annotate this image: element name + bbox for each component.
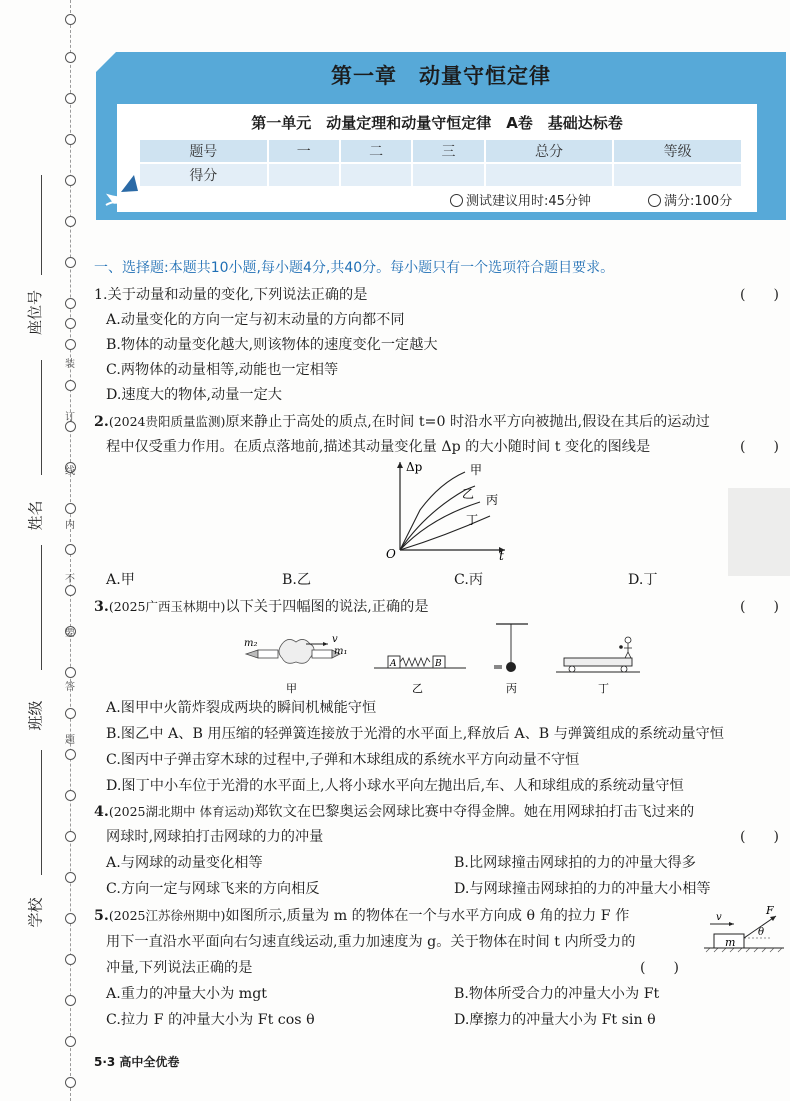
chapter-title: 第一章 动量守恒定律 xyxy=(331,64,551,88)
fill-line-seat[interactable] xyxy=(41,175,42,275)
pendulum-figure xyxy=(494,624,528,695)
score-table-score-row xyxy=(139,163,742,187)
school-label: 学校 xyxy=(26,897,45,928)
binding-hole xyxy=(65,544,76,555)
answer-paren[interactable]: ( ) xyxy=(740,287,779,303)
binding-char: 题 xyxy=(65,735,75,746)
q5-stem-cont: 用下一直沿水平面向右匀速直线运动,重力加速度为 g。关于物体在时间 t 内所受力的 xyxy=(106,934,636,950)
force-label: F xyxy=(766,904,774,917)
curve-label-jia: 甲 xyxy=(470,463,483,477)
score-cell: 二 xyxy=(340,139,412,163)
q5-stem-cont: 冲量,下列说法正确的是 xyxy=(106,960,253,976)
binding-hole xyxy=(65,380,76,391)
q5-option-a[interactable]: A.重力的冲量大小为 mgt xyxy=(106,986,268,1002)
seat-number-label: 座位号 xyxy=(26,289,45,336)
q5-stem: 5.(2025江苏徐州期中)如图所示,质量为 m 的物体在一个与水平方向成 θ 角的拉力 F 作 xyxy=(94,908,630,924)
q3-option-d[interactable]: D.图丁中小车位于光滑的水平面上,人将小球水平向左抛出后,车、人和球组成的系统动量守恒 xyxy=(106,778,684,794)
class-label: 班级 xyxy=(26,700,45,731)
check-icon xyxy=(648,194,661,207)
binding-char: 答 xyxy=(65,682,75,693)
q3-option-b[interactable]: B.图乙中 A、B 用压缩的轻弹簧连接放于光滑的水平面上,释放后 A、B 与弹簧组成的系统动量守恒 xyxy=(106,726,724,742)
binding-hole xyxy=(65,1077,76,1088)
q1-option-a[interactable]: A.动量变化的方向一定与初末动量的方向都不同 xyxy=(106,312,405,328)
curve-label-bing: 丙 xyxy=(486,493,499,507)
name-label: 姓名 xyxy=(26,500,45,531)
q5-option-d[interactable]: D.摩擦力的冲量大小为 Ft sin θ xyxy=(454,1012,656,1028)
binding-char: 不 xyxy=(65,574,75,585)
binding-hole xyxy=(65,339,76,350)
fig-label-jia: 甲 xyxy=(286,682,297,695)
score-input-cell[interactable] xyxy=(340,163,412,187)
fill-line-class[interactable] xyxy=(41,545,42,670)
q2-option-c[interactable]: C.丙 xyxy=(454,572,484,588)
score-cell: 总分 xyxy=(485,139,614,163)
q2-stem-cont: 程中仅受重力作用。在质点落地前,描述其动量变化量 Δp 的大小随时间 t 变化的图线是 xyxy=(106,439,651,455)
angle-label: θ xyxy=(758,927,765,938)
score-cell: 等级 xyxy=(613,139,742,163)
q1-option-b[interactable]: B.物体的动量变化越大,则该物体的速度变化一定越大 xyxy=(106,337,438,353)
binding-hole xyxy=(65,954,76,965)
block-a-label: A xyxy=(390,659,397,669)
score-cell: 三 xyxy=(412,139,484,163)
binding-char: 要 xyxy=(65,628,75,639)
rocket-figure xyxy=(244,634,348,695)
q3-option-a[interactable]: A.图甲中火箭炸裂成两块的瞬间机械能守恒 xyxy=(106,700,377,716)
velocity-label: v xyxy=(716,912,722,923)
time-hint: 测试建议用时:45分钟 xyxy=(450,190,591,209)
fig-label-yi: 乙 xyxy=(412,682,423,695)
fig-label-ding: 丁 xyxy=(598,682,609,695)
y-axis-label: Δp xyxy=(406,460,423,474)
binding-hole xyxy=(65,585,76,596)
cart-figure xyxy=(556,637,640,695)
q4-stem-cont: 网球时,网球拍打击网球的力的冲量 xyxy=(106,829,324,845)
m2-label: m₂ xyxy=(244,638,258,649)
q4-option-c[interactable]: C.方向一定与网球飞来的方向相反 xyxy=(106,881,320,897)
binding-hole xyxy=(65,1036,76,1047)
curve-label-ding: 丁 xyxy=(466,513,479,527)
score-hint: 满分:100分 xyxy=(648,190,732,209)
q4-option-a[interactable]: A.与网球的动量变化相等 xyxy=(106,855,263,871)
q1-option-d[interactable]: D.速度大的物体,动量一定大 xyxy=(106,387,282,403)
binding-char: 内 xyxy=(65,520,75,531)
q2-option-b[interactable]: B.乙 xyxy=(282,572,312,588)
section-heading: 一、选择题:本题共10小题,每小题4分,共40分。每小题只有一个选项符合题目要求。 xyxy=(94,260,615,276)
binding-hole xyxy=(65,913,76,924)
q3-option-c[interactable]: C.图丙中子弹击穿木球的过程中,子弹和木球组成的系统水平方向动量不守恒 xyxy=(106,752,580,768)
answer-paren[interactable]: ( ) xyxy=(740,439,779,455)
q2-option-a[interactable]: A.甲 xyxy=(106,572,135,588)
binding-hole xyxy=(65,667,76,678)
x-axis-label: t xyxy=(499,549,504,562)
score-cell: 一 xyxy=(268,139,340,163)
binding-char: 订 xyxy=(65,412,75,423)
q3-figures xyxy=(236,620,656,698)
v-label: v xyxy=(332,634,338,645)
q2-graph xyxy=(380,458,510,562)
binding-hole xyxy=(65,708,76,719)
unit-title: 第一单元 动量定理和动量守恒定律 A卷 基础达标卷 xyxy=(251,114,623,132)
binding-hole xyxy=(65,93,76,104)
score-input-cell[interactable] xyxy=(268,163,340,187)
binding-hole xyxy=(65,831,76,842)
binding-hole xyxy=(65,257,76,268)
binding-hole xyxy=(65,216,76,227)
q5-option-b[interactable]: B.物体所受合力的冲量大小为 Ft xyxy=(454,986,660,1002)
q5-figure xyxy=(700,904,788,956)
block-b-label: B xyxy=(435,659,442,669)
score-table-header-row xyxy=(139,139,742,163)
q4-stem: 4.(2025湖北期中 体育运动)郑钦文在巴黎奥运会网球比赛中夺得金牌。她在用网球拍打击飞过来的 xyxy=(94,804,695,820)
binding-hole xyxy=(65,872,76,883)
score-table xyxy=(138,138,743,188)
q1-option-c[interactable]: C.两物体的动量相等,动能也一定相等 xyxy=(106,362,339,378)
binding-hole xyxy=(65,134,76,145)
fig-label-bing: 丙 xyxy=(506,682,517,695)
clock-icon xyxy=(450,194,463,207)
q2-option-d[interactable]: D.丁 xyxy=(628,572,658,588)
binding-hole xyxy=(65,298,76,309)
binding-hole xyxy=(65,318,76,329)
fill-line-name[interactable] xyxy=(41,360,42,475)
q3-stem: 3.(2025广西玉林期中)以下关于四幅图的说法,正确的是 xyxy=(94,599,429,615)
binding-char: 装 xyxy=(65,359,75,370)
score-input-cell[interactable] xyxy=(485,163,614,187)
fill-line-school[interactable] xyxy=(41,750,42,875)
answer-paren[interactable]: ( ) xyxy=(640,960,679,976)
bleed-through-shade xyxy=(728,488,790,576)
binding-hole xyxy=(65,52,76,63)
score-cell: 题号 xyxy=(139,139,268,163)
curve-label-yi: 乙 xyxy=(462,487,475,501)
score-input-cell[interactable] xyxy=(412,163,484,187)
q5-option-c[interactable]: C.拉力 F 的冲量大小为 Ft cos θ xyxy=(106,1012,315,1028)
q4-option-b[interactable]: B.比网球撞击网球拍的力的冲量大得多 xyxy=(454,855,696,871)
score-input-cell[interactable] xyxy=(613,163,742,187)
footer-brand: 5·3 高中全优卷 xyxy=(94,1055,180,1069)
binding-hole xyxy=(65,790,76,801)
binding-hole xyxy=(65,995,76,1006)
score-cell: 得分 xyxy=(139,163,268,187)
answer-paren[interactable]: ( ) xyxy=(740,599,779,615)
sailboat-icon xyxy=(104,165,150,207)
binding-hole xyxy=(65,175,76,186)
binding-hole xyxy=(65,14,76,25)
q4-option-d[interactable]: D.与网球撞击网球拍的力的冲量大小相等 xyxy=(454,881,711,897)
binding-hole xyxy=(65,503,76,514)
q2-stem: 2.(2024贵阳质量监测)原来静止于高处的质点,在时间 t=0 时沿水平方向被抛出,假设在其后的运动过 xyxy=(94,414,710,430)
answer-paren[interactable]: ( ) xyxy=(740,829,779,845)
binding-char: 线 xyxy=(65,466,75,477)
mass-label: m xyxy=(725,936,736,949)
spring-blocks-figure xyxy=(374,656,466,695)
m1-label: m₁ xyxy=(334,646,348,657)
origin-label: O xyxy=(386,547,396,561)
q1-stem: 1.关于动量和动量的变化,下列说法正确的是 xyxy=(94,287,368,303)
binding-hole xyxy=(65,749,76,760)
